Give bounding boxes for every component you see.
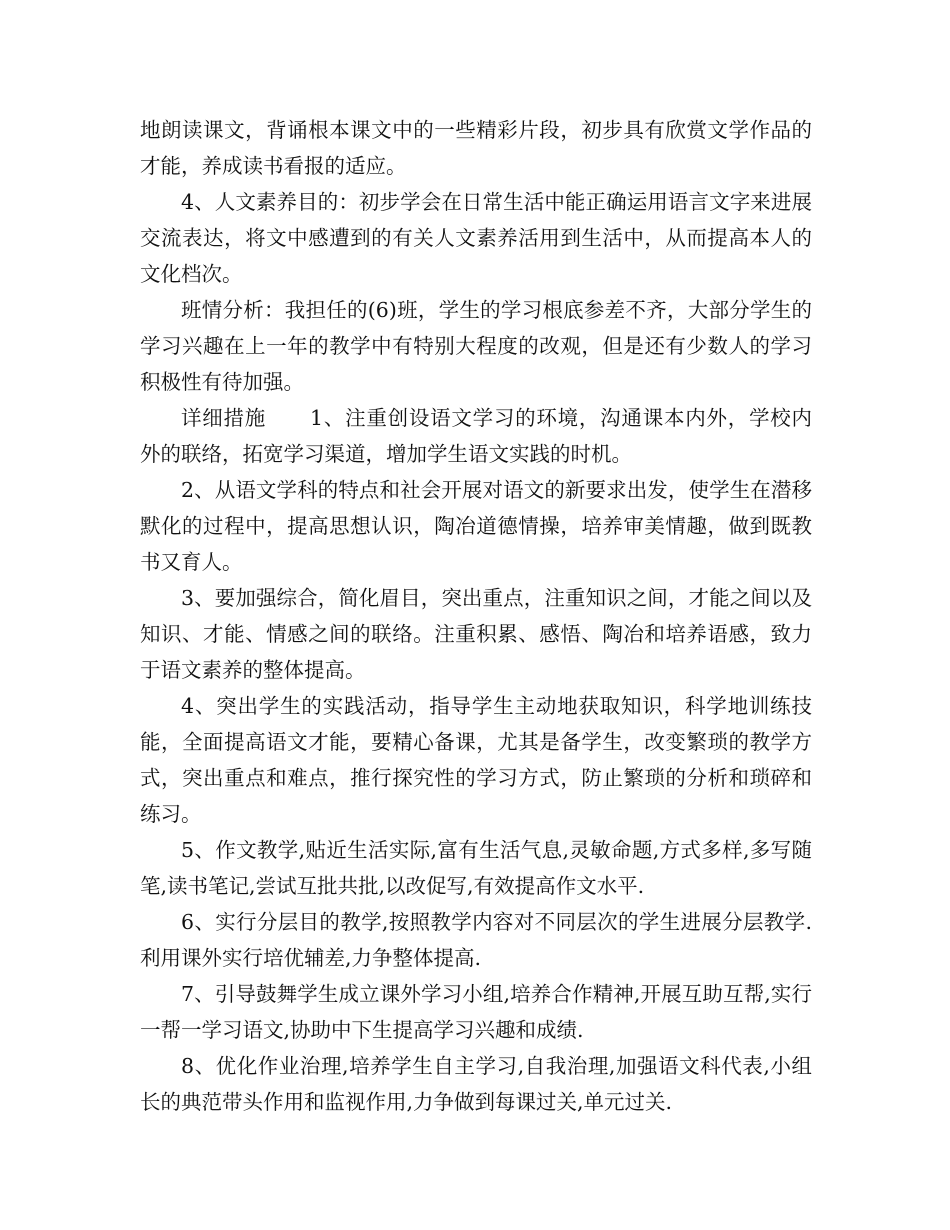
paragraph-measure-5: 5、作文教学,贴近生活实际,富有生活气息,灵敏命题,方式多样,多写随笔,读书笔记,尝试互批共批,以改促写,有效提高作文水平.	[140, 838, 812, 898]
paragraph-measure-3: 3、要加强综合，简化眉目，突出重点，注重知识之间，才能之间以及知识、才能、情感之间的联络。注重积累、感悟、陶冶和培养语感，致力于语文素养的整体提高。	[140, 586, 812, 682]
paragraph-humanistic-goal: 4、人文素养目的：初步学会在日常生活中能正确运用语言文字来进展交流表达，将文中感遭到的有关人文素养活用到生活中，从而提高本人的文化档次。	[140, 190, 812, 286]
paragraph-measure-8: 8、优化作业治理,培养学生自主学习,自我治理,加强语文科代表,小组长的典范带头作用和监视作用,力争做到每课过关,单元过关.	[140, 1054, 812, 1114]
paragraph-reading-ability: 地朗读课文，背诵根本课文中的一些精彩片段，初步具有欣赏文学作品的才能，养成读书看报的适应。	[140, 118, 812, 178]
measures-heading: 详细措施	[181, 406, 267, 430]
paragraph-measure-6: 6、实行分层目的教学,按照教学内容对不同层次的学生进展分层教学.利用课外实行培优辅差,力争整体提高.	[140, 910, 812, 970]
measure-1-text: 1、注重创设语文学习的环境，沟通课本内外，学校内外的联络，拓宽学习渠道，增加学生语文实践的时机。	[140, 406, 812, 466]
paragraph-measure-4: 4、突出学生的实践活动，指导学生主动地获取知识，科学地训练技能，全面提高语文才能，要精心备课，尤其是备学生，改变繁琐的教学方式，突出重点和难点，推行探究性的学习方式，防止繁琐的分析和琐碎和练习。	[140, 694, 812, 826]
paragraph-measure-7: 7、引导鼓舞学生成立课外学习小组,培养合作精神,开展互助互帮,实行一帮一学习语文,协助中下生提高学习兴趣和成绩.	[140, 982, 812, 1042]
paragraph-measure-1	[140, 400, 812, 472]
paragraph-class-analysis: 班情分析：我担任的(6)班，学生的学习根底参差不齐，大部分学生的学习兴趣在上一年的教学中有特别大程度的改观，但是还有少数人的学习积极性有待加强。	[140, 298, 812, 394]
paragraph-measure-2: 2、从语文学科的特点和社会开展对语文的新要求出发，使学生在潜移默化的过程中，提高思想认识，陶冶道德情操，培养审美情趣，做到既教书又育人。	[140, 478, 812, 574]
document-body	[140, 112, 812, 1120]
